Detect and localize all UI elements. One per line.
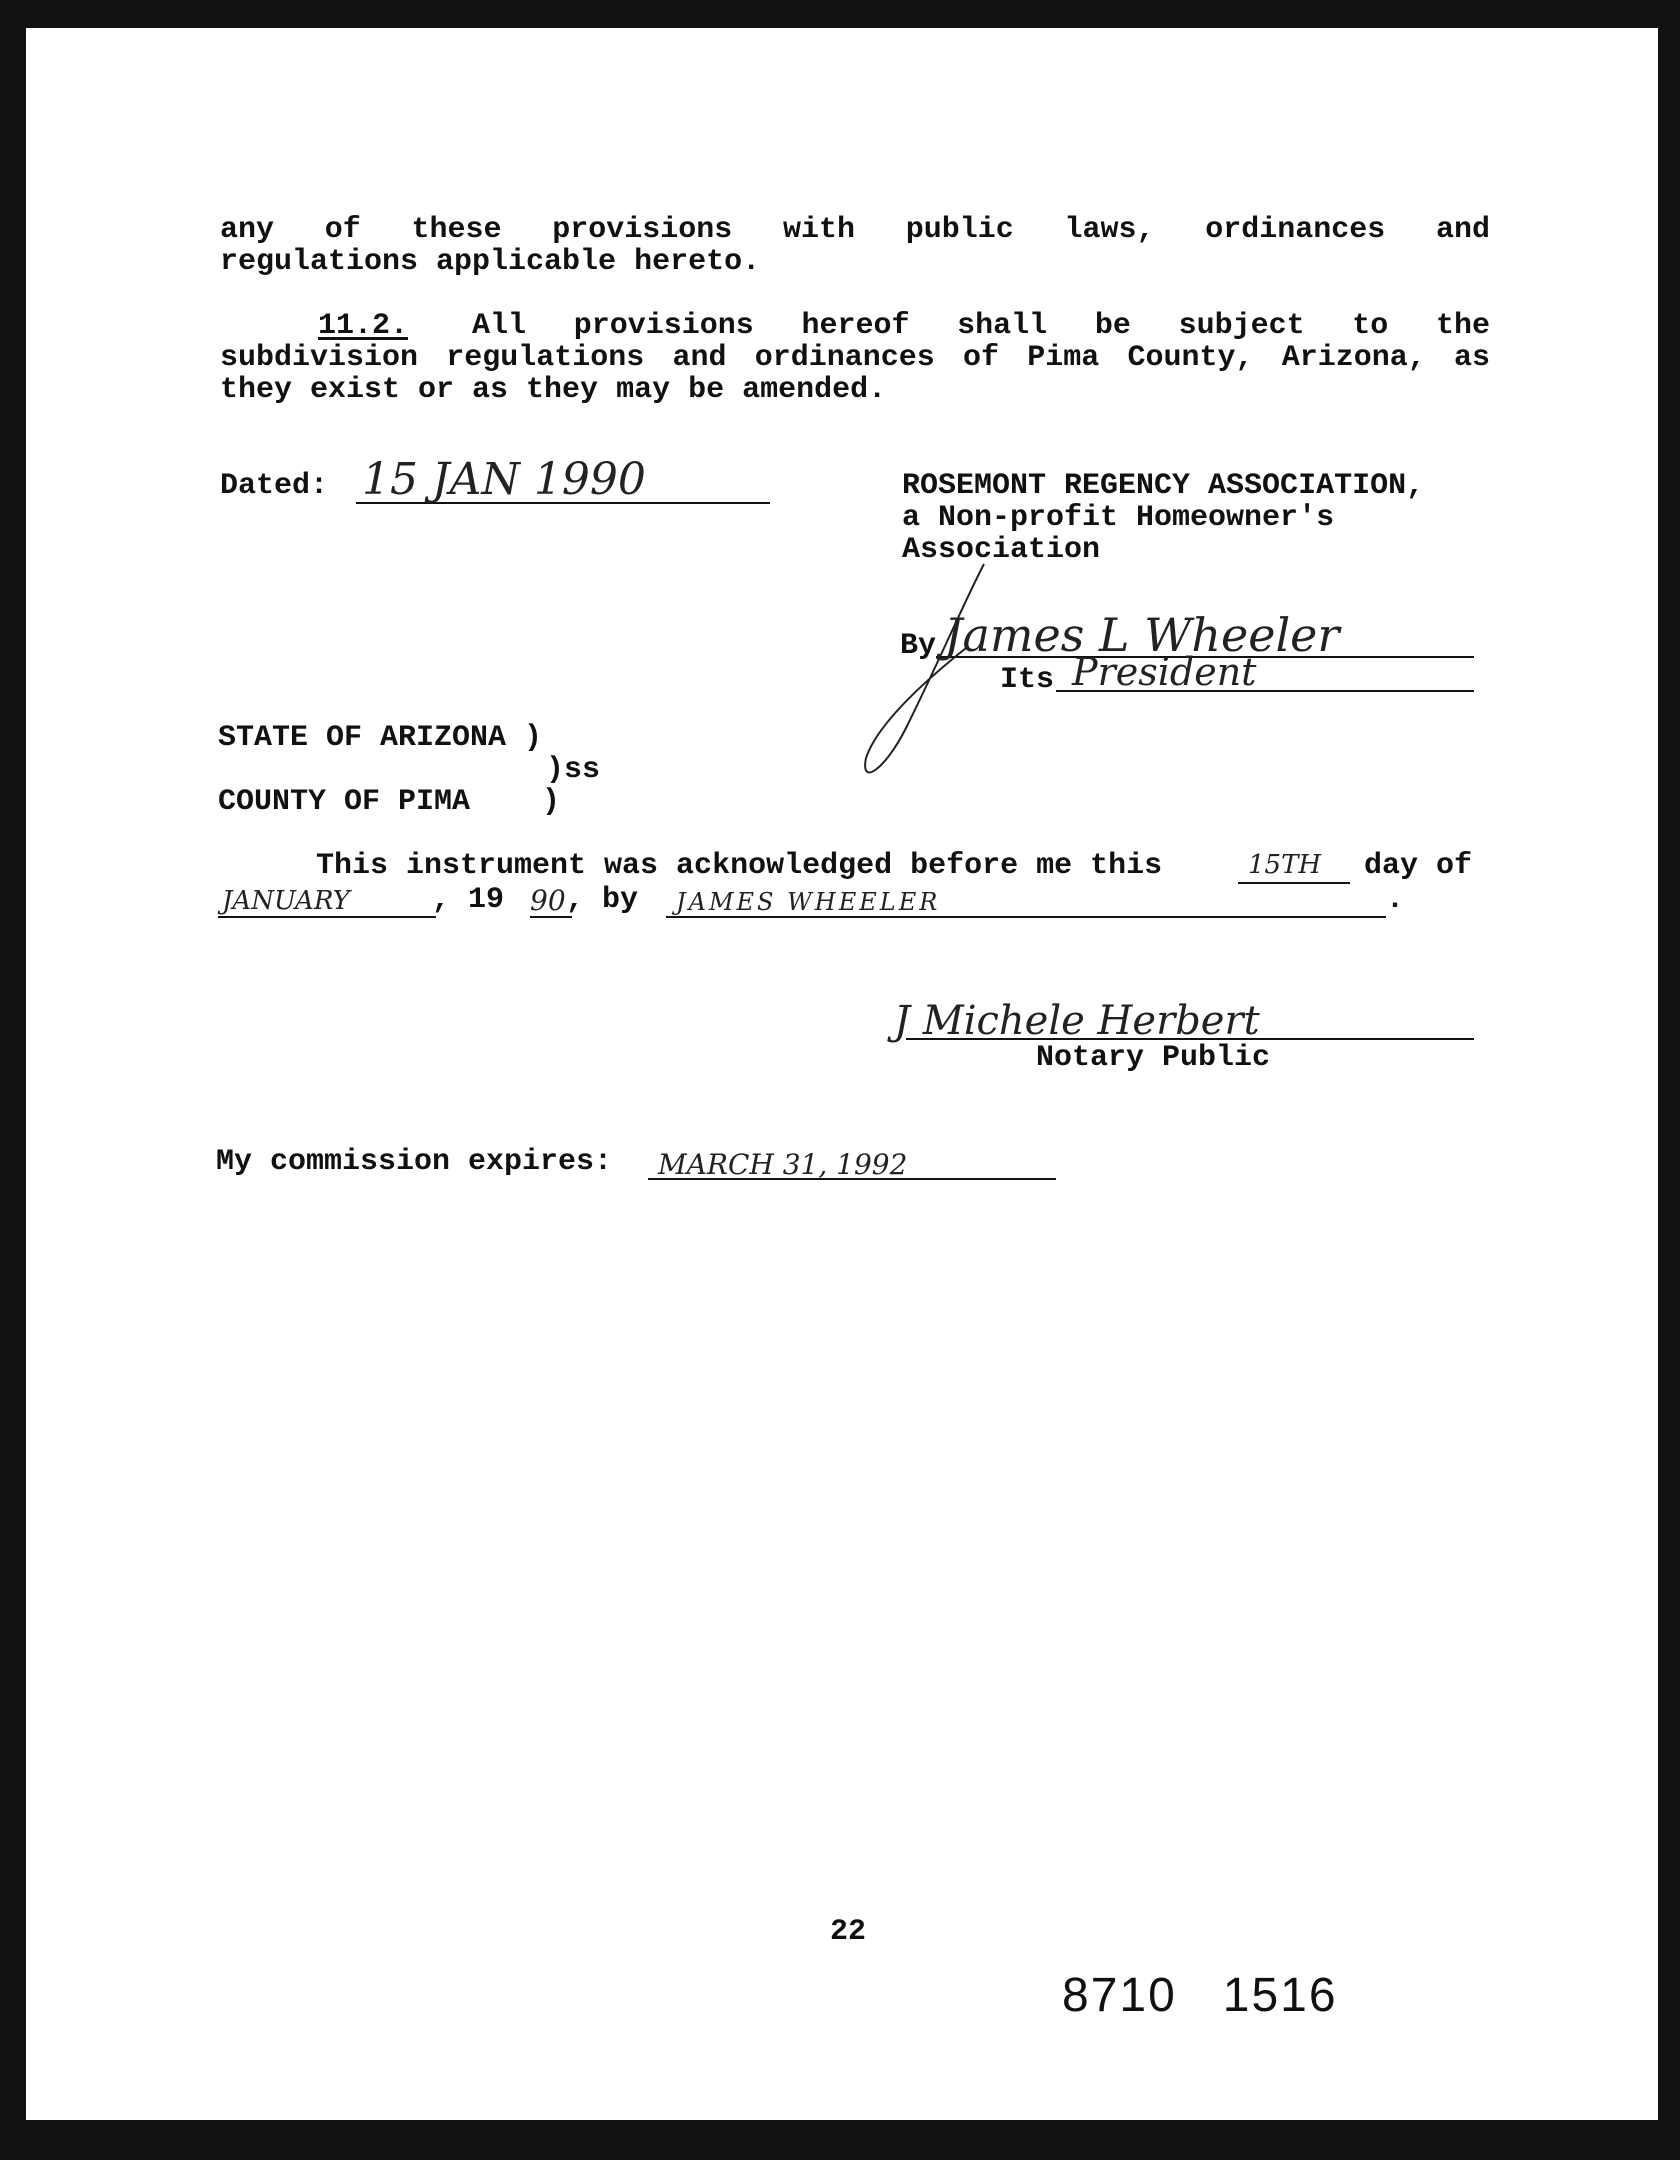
paragraph-1-line-2: regulations applicable hereto. (220, 245, 761, 279)
ss-mark: )ss (546, 753, 601, 787)
dated-value: 15 JAN 1990 (362, 454, 646, 505)
ack-text-1: This instrument was acknowledged before me this (316, 849, 1163, 883)
ack-year-prefix: , 19 (432, 883, 505, 917)
its-label: Its (1000, 663, 1055, 697)
section-11-2-line-1 (318, 310, 1490, 342)
association-name: ROSEMONT REGENCY ASSOCIATION, (902, 469, 1425, 503)
ack-person-line (666, 916, 1386, 918)
section-11-2-line-2: subdivision regulations and ordinances of Pima County, Arizona, as (220, 341, 1490, 375)
ack-end: . (1386, 883, 1405, 917)
its-value: President (1072, 650, 1257, 694)
commission-label: My commission expires: (216, 1145, 613, 1179)
paragraph-1-line-1: any of these provisions with public laws, ordinances and (220, 213, 1490, 247)
signature-flourish (856, 558, 996, 788)
ack-day-line (1238, 882, 1350, 884)
commission-value: MARCH 31, 1992 (658, 1148, 908, 1181)
ack-by-label: , by (566, 883, 639, 917)
ack-person-value: JAMES WHEELER (676, 888, 941, 916)
ack-month-value: JANUARY (222, 886, 350, 916)
by-label: By (900, 629, 937, 663)
county-line: COUNTY OF PIMA ) (218, 785, 561, 819)
section-11-2-line-3: they exist or as they may be amended. (220, 373, 887, 407)
state-line: STATE OF ARIZONA ) (218, 721, 543, 755)
section-number: 11.2. (318, 309, 409, 343)
page-number: 22 (830, 1915, 867, 1949)
association-line-3: Association (902, 533, 1101, 567)
notary-label: Notary Public (1036, 1041, 1271, 1075)
ack-text-2: day of (1364, 849, 1473, 883)
president-signature: James L Wheeler (944, 608, 1340, 662)
ack-year-value: 90 (530, 884, 566, 917)
document-number: 8710 1516 (1062, 1969, 1338, 2022)
dated-label: Dated: (220, 469, 329, 503)
association-line-2: a Non-profit Homeowner's (902, 501, 1335, 535)
notary-signature: J Michele Herbert (894, 998, 1260, 1044)
ack-month-line (218, 916, 436, 918)
document-page (26, 28, 1658, 2120)
section-11-2-line-1-text: All provisions hereof shall be subject to the (472, 309, 1490, 343)
ack-day-value: 15TH (1248, 850, 1322, 880)
